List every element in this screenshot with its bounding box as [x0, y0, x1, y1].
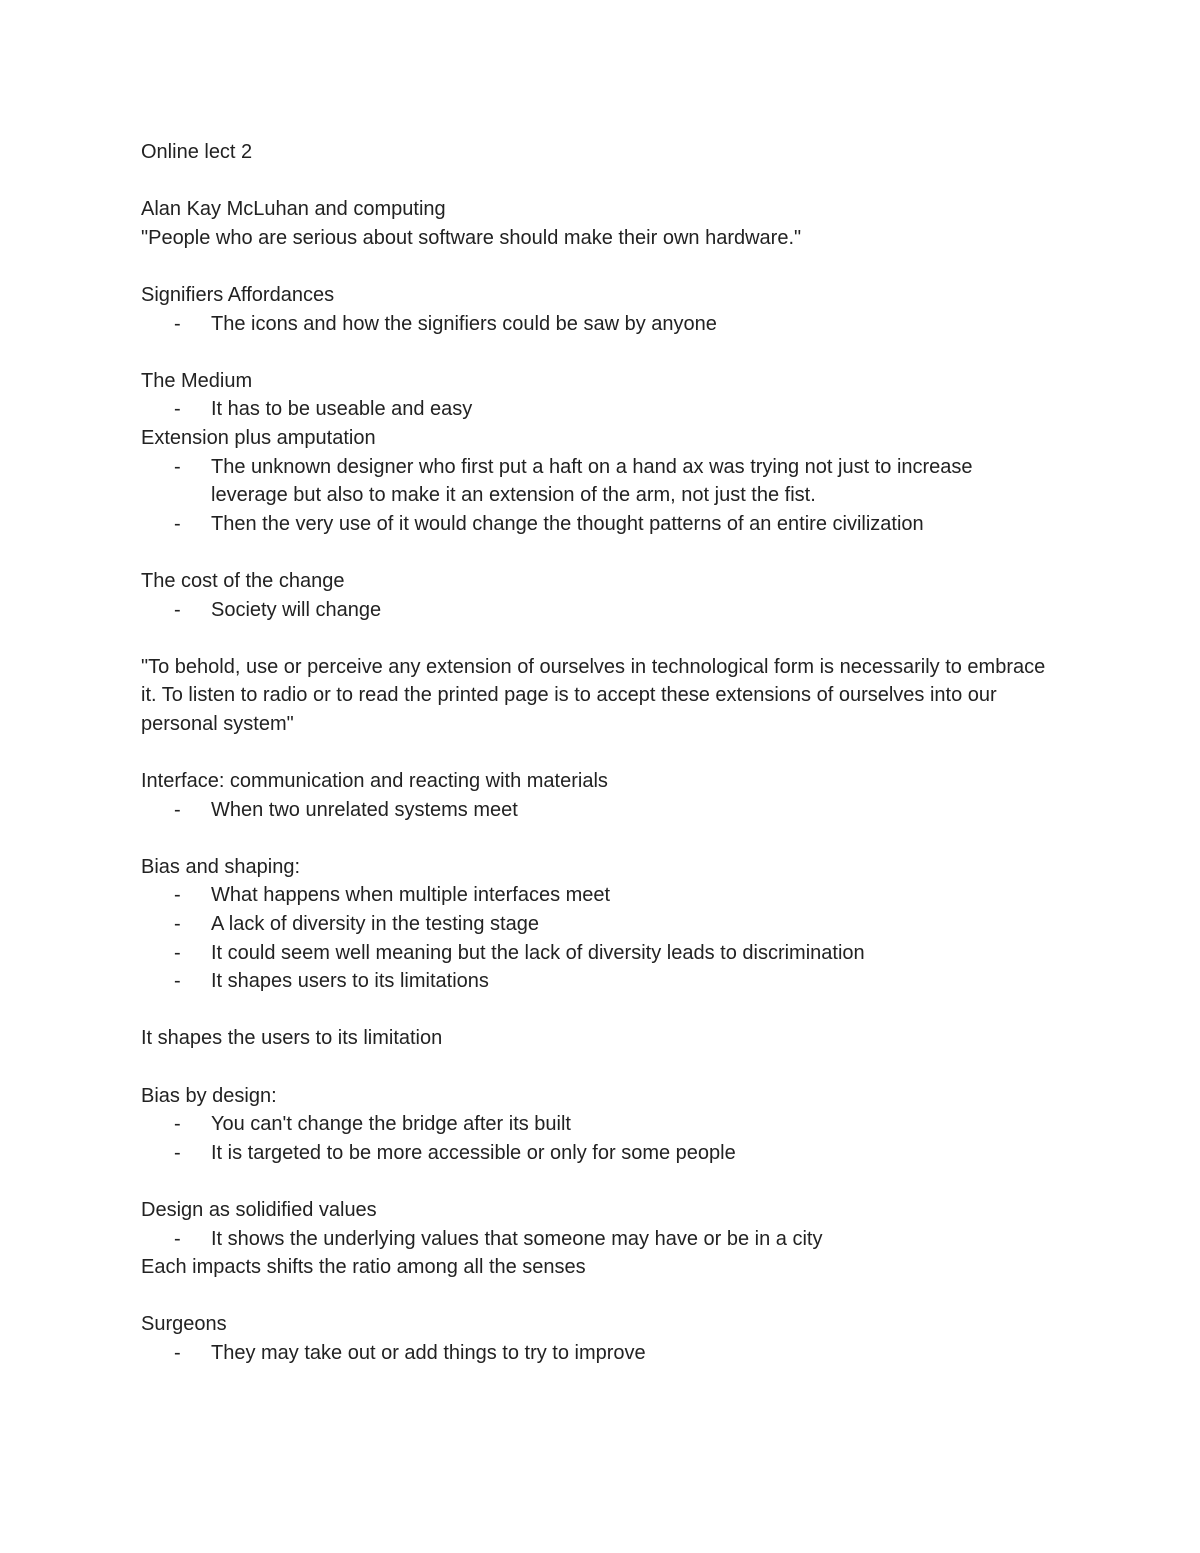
text-line: Bias and shaping:: [141, 855, 301, 878]
bullet-text: The unknown designer who first put a haft on a hand ax was trying not just to increase leverage but also to make it an extension of the arm, not just the fist.: [211, 455, 973, 507]
bullet-dash-icon: -: [174, 398, 181, 421]
text-line: Surgeons: [141, 1313, 227, 1336]
blank-line: [141, 538, 1051, 567]
bullet-text: Society will change: [211, 598, 382, 621]
bullet-dash-icon: -: [174, 798, 181, 821]
bullet-dash-icon: -: [174, 1227, 181, 1250]
blank-line: [141, 1167, 1051, 1196]
bullet-dash-icon: -: [174, 941, 181, 964]
blank-line: [141, 624, 1051, 653]
document-body: [141, 138, 1051, 1368]
blank-line: [141, 738, 1051, 767]
text-line: The Medium: [141, 369, 253, 392]
bullet-item: [141, 881, 1051, 910]
bullet-text: They may take out or add things to try to improve: [211, 1341, 646, 1364]
bullet-item: [141, 453, 1051, 510]
bullet-item: [141, 1339, 1051, 1368]
text-line: It shapes the users to its limitation: [141, 1027, 443, 1050]
blank-line: [141, 824, 1051, 853]
bullet-item: [141, 910, 1051, 939]
bullet-text: Then the very use of it would change the thought patterns of an entire civilization: [211, 512, 924, 535]
bullet-text: It could seem well meaning but the lack of diversity leads to discrimination: [211, 941, 865, 964]
blank-line: [141, 1282, 1051, 1311]
bullet-item: [141, 796, 1051, 825]
text-line: Extension plus amputation: [141, 426, 376, 449]
bullet-text: When two unrelated systems meet: [211, 798, 518, 821]
text-line: Bias by design:: [141, 1084, 277, 1107]
bullet-text: What happens when multiple interfaces meet: [211, 884, 611, 907]
text-line: Alan Kay McLuhan and computing: [141, 198, 446, 221]
text-line: Each impacts shifts the ratio among all the senses: [141, 1256, 586, 1279]
blank-line: [141, 996, 1051, 1025]
bullet-dash-icon: -: [174, 598, 181, 621]
bullet-text: You can't change the bridge after its built: [211, 1113, 571, 1136]
bullet-item: [141, 1139, 1051, 1168]
blank-line: [141, 338, 1051, 367]
text-line: Signifiers Affordances: [141, 283, 335, 306]
blank-line: [141, 167, 1051, 196]
bullet-item: [141, 1225, 1051, 1254]
bullet-text: It shows the underlying values that someone may have or be in a city: [211, 1227, 823, 1250]
bullet-dash-icon: -: [174, 1113, 181, 1136]
bullet-item: [141, 967, 1051, 996]
bullet-item: [141, 1110, 1051, 1139]
bullet-text: The icons and how the signifiers could be saw by anyone: [211, 312, 717, 335]
bullet-text: A lack of diversity in the testing stage: [211, 913, 539, 936]
bullet-text: It is targeted to be more accessible or only for some people: [211, 1141, 736, 1164]
bullet-text: It shapes users to its limitations: [211, 970, 489, 993]
bullet-dash-icon: -: [174, 1141, 181, 1164]
text-line: Interface: communication and reacting with materials: [141, 770, 608, 793]
text-line: "To behold, use or perceive any extension of ourselves in technological form is necessarily to embrace it. To listen to radio or to read the printed page is to accept these extensions of ourselves into our personal system": [141, 655, 1051, 735]
bullet-item: [141, 510, 1051, 539]
document-title: Online lect 2: [141, 141, 253, 163]
text-line: The cost of the change: [141, 569, 345, 592]
bullet-item: [141, 596, 1051, 625]
blank-line: [141, 1053, 1051, 1082]
text-line: Design as solidified values: [141, 1198, 377, 1221]
text-line: "People who are serious about software should make their own hardware.": [141, 226, 802, 249]
bullet-item: [141, 939, 1051, 968]
bullet-dash-icon: -: [174, 884, 181, 907]
bullet-item: [141, 395, 1051, 424]
bullet-text: It has to be useable and easy: [211, 398, 473, 421]
bullet-dash-icon: -: [174, 455, 181, 478]
bullet-dash-icon: -: [174, 512, 181, 535]
bullet-dash-icon: -: [174, 1341, 181, 1364]
bullet-item: [141, 310, 1051, 339]
bullet-dash-icon: -: [174, 970, 181, 993]
blank-line: [141, 252, 1051, 281]
bullet-dash-icon: -: [174, 913, 181, 936]
bullet-dash-icon: -: [174, 312, 181, 335]
